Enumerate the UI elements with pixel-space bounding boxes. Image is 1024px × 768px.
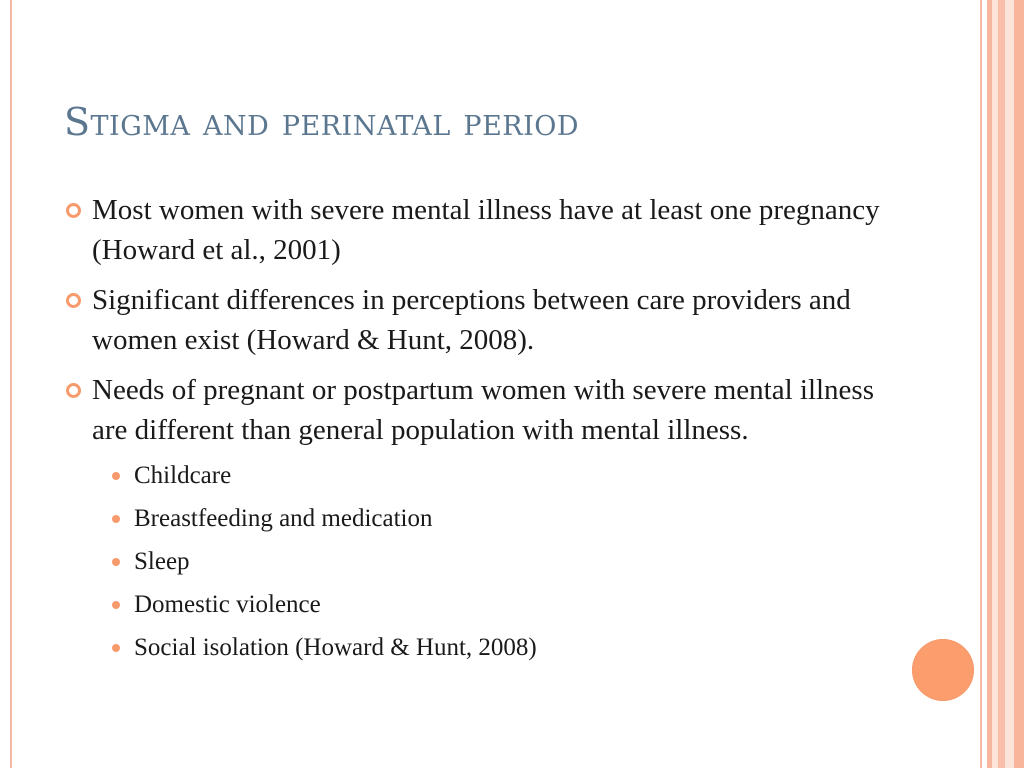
sub-bullet-list — [106, 454, 906, 669]
decorative-circle — [912, 639, 974, 701]
sub-bullet-text: Sleep — [134, 548, 190, 575]
sub-bullet-item — [106, 540, 906, 583]
sub-bullet-text: Breastfeeding and medication — [134, 505, 433, 532]
slide-title: Stigma and perinatal period — [64, 100, 580, 144]
right-stripe — [998, 0, 1005, 768]
sub-bullet-item — [106, 583, 906, 626]
ring-bullet-icon — [66, 383, 81, 398]
sub-bullet-item — [106, 497, 906, 540]
dot-bullet-icon — [112, 558, 120, 566]
bullet-item — [66, 370, 906, 669]
sub-bullet-item — [106, 454, 906, 497]
right-stripe — [1005, 0, 1014, 768]
ring-bullet-icon — [66, 293, 81, 308]
sub-bullet-text: Domestic violence — [134, 591, 321, 618]
ring-bullet-icon — [66, 203, 81, 218]
dot-bullet-icon — [112, 515, 120, 523]
right-stripe — [1014, 0, 1024, 768]
bullet-item — [66, 190, 906, 270]
bullet-list — [66, 190, 906, 679]
right-stripe — [980, 0, 982, 768]
bullet-text: Significant differences in perceptions between care providers and women exist (Howard & Hunt, 2008). — [92, 284, 851, 356]
bullet-text: Needs of pregnant or postpartum women with severe mental illness are different than general population with mental illness. — [92, 374, 874, 446]
sub-bullet-text: Social isolation (Howard & Hunt, 2008) — [134, 634, 537, 661]
sub-bullet-text: Childcare — [134, 462, 232, 489]
dot-bullet-icon — [112, 644, 120, 652]
bullet-item — [66, 280, 906, 360]
dot-bullet-icon — [112, 472, 120, 480]
sub-bullet-item — [106, 626, 906, 669]
left-border-line — [10, 0, 12, 768]
bullet-text: Most women with severe mental illness have at least one pregnancy (Howard et al., 2001) — [92, 194, 880, 266]
dot-bullet-icon — [112, 601, 120, 609]
